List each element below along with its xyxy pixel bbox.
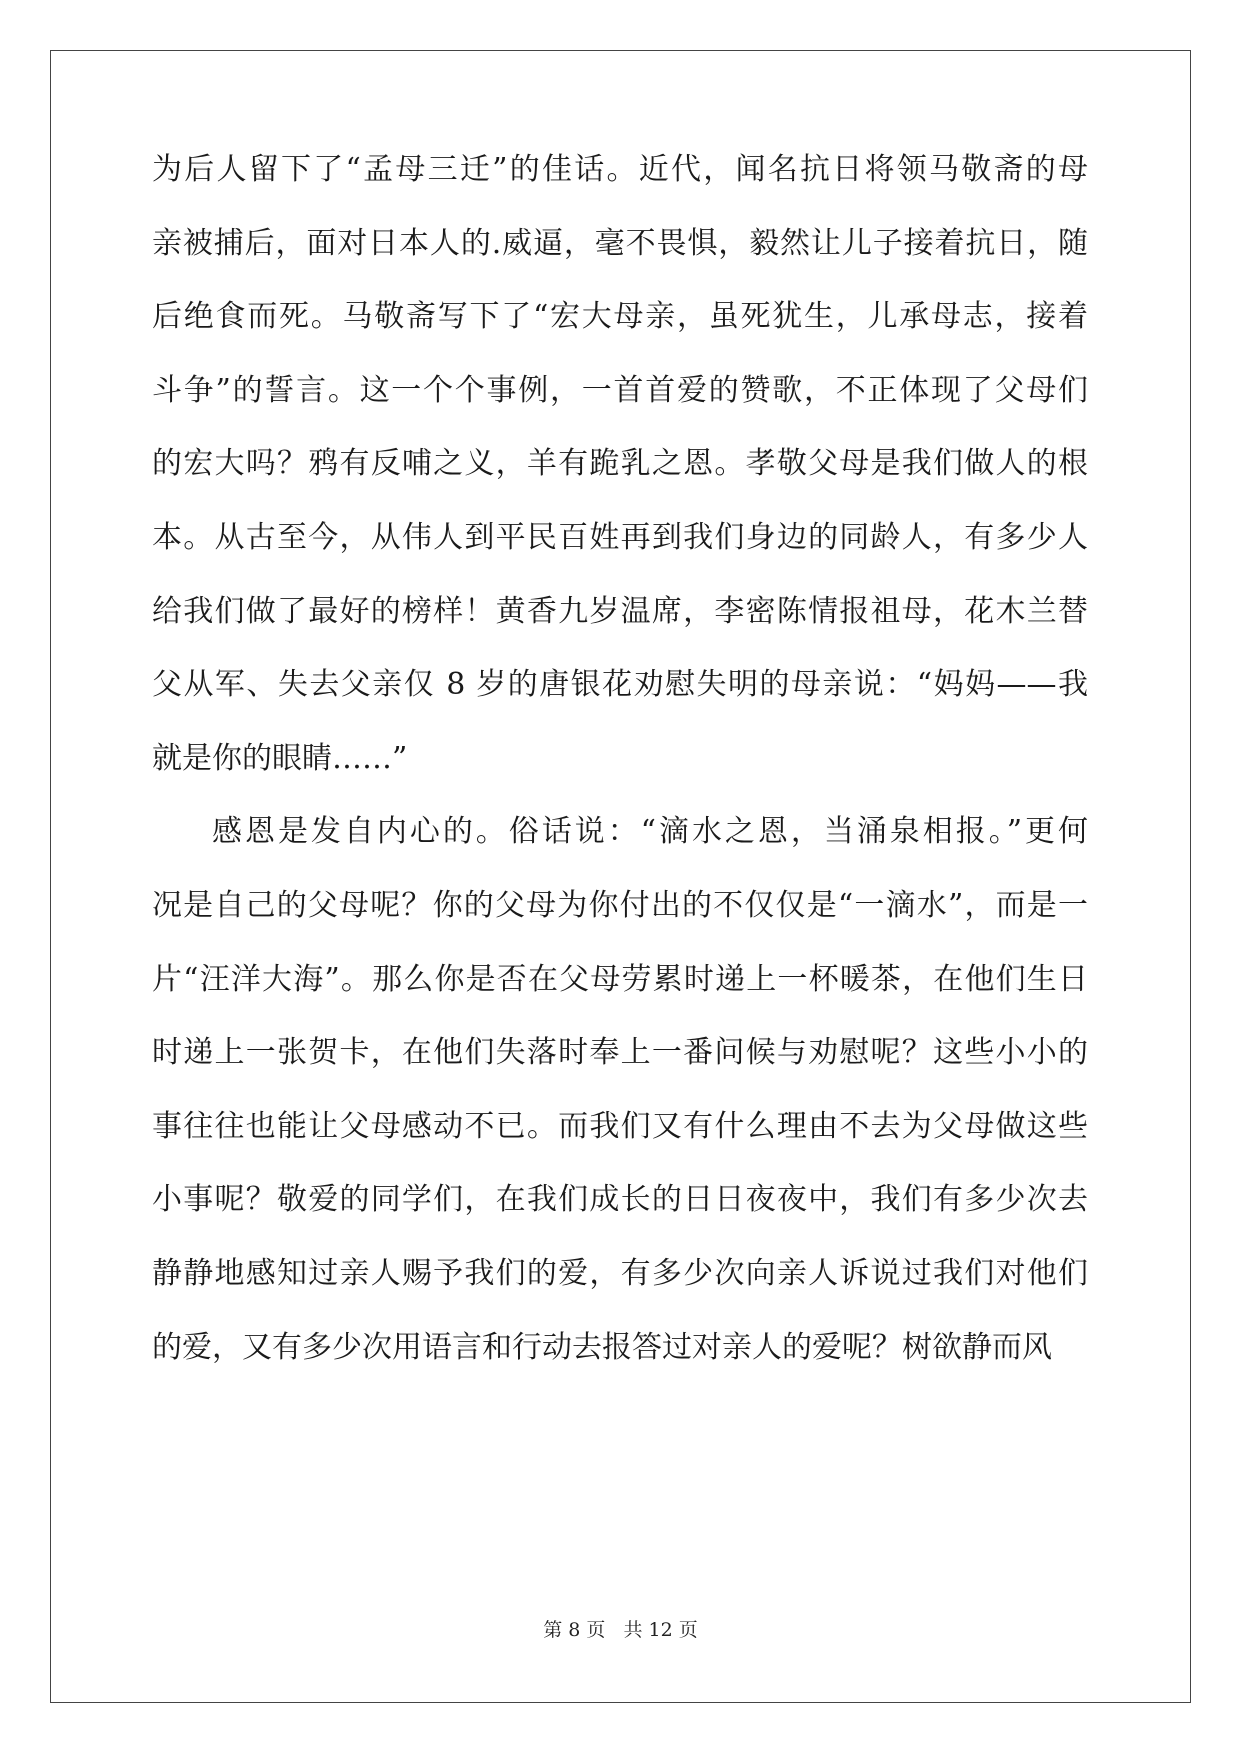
page-footer	[0, 1618, 1241, 1642]
page-total: 共 12 页	[623, 1619, 698, 1641]
paragraph-1-line: 为后人留下了“孟母三迁”的佳话。近代，闻名抗日将领马敬斋的母	[152, 152, 1088, 187]
paragraph-2-line: 的爱，又有多少次用语言和行动去报答过对亲人的爱呢？树欲静而风	[152, 1329, 1052, 1365]
paragraph-2-line: 事往往也能让父母感动不已。而我们又有什么理由不去为父母做这些	[152, 1108, 1088, 1144]
paragraph-1-line: 父从军、失去父亲仅 8 岁的唐银花劝慰失明的母亲说：“妈妈——我	[152, 667, 1088, 703]
paragraph-2-line: 静静地感知过亲人赐予我们的爱，有多少次向亲人诉说过我们对他们	[152, 1256, 1088, 1291]
paragraph-1-line: 给我们做了最好的榜样！黄香九岁温席，李密陈情报祖母，花木兰替	[152, 593, 1088, 629]
paragraph-2-line: 小事呢？敬爱的同学们，在我们成长的日日夜夜中，我们有多少次去	[152, 1182, 1088, 1218]
paragraph-2-line: 时递上一张贺卡，在他们失落时奉上一番问候与劝慰呢？这些小小的	[152, 1035, 1088, 1071]
paragraph-2-line: 况是自己的父母呢？你的父母为你付出的不仅仅是“一滴水”，而是一	[152, 888, 1088, 923]
paragraph-1-line: 后绝食而死。马敬斋写下了“宏大母亲，虽死犹生，儿承母志，接着	[152, 299, 1088, 335]
paragraph-2-line: 片“汪洋大海”。那么你是否在父母劳累时递上一杯暖茶，在他们生日	[152, 961, 1088, 997]
page-number: 第 8 页	[543, 1619, 606, 1641]
paragraph-2-line: 感恩是发自内心的。俗话说：“滴水之恩，当涌泉相报。”更何	[212, 814, 1088, 850]
paragraph-1-line: 亲被捕后，面对日本人的.威逼，毫不畏惧，毅然让儿子接着抗日，随	[152, 225, 1088, 261]
paragraph-1-line: 的宏大吗？鸦有反哺之义，羊有跪乳之恩。孝敬父母是我们做人的根	[152, 446, 1088, 482]
paragraph-1-line: 本。从古至今，从伟人到平民百姓再到我们身边的同龄人，有多少人	[152, 520, 1088, 555]
paragraph-1-line: 就是你的眼睛……”	[152, 740, 408, 776]
paragraph-1-line: 斗争”的誓言。这一个个事例，一首首爱的赞歌，不正体现了父母们	[152, 372, 1088, 408]
